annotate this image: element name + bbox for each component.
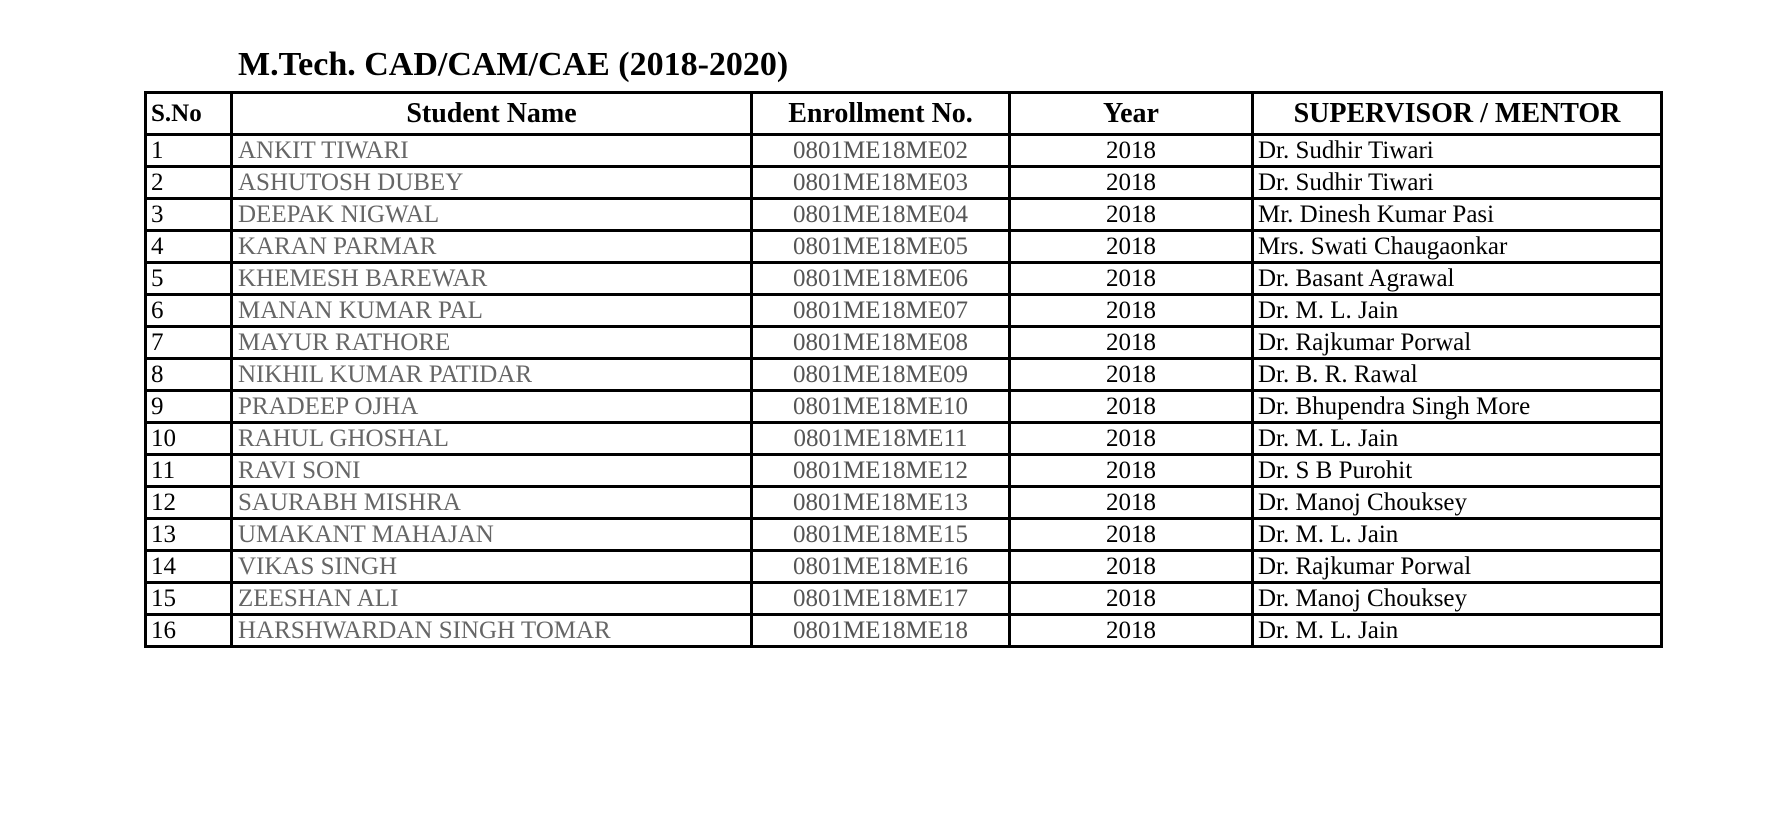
cell-supervisor: Dr. B. R. Rawal <box>1253 359 1662 391</box>
cell-student-name: DEEPAK NIGWAL <box>232 199 752 231</box>
header-row <box>146 93 1662 135</box>
table-row <box>146 519 1662 551</box>
cell-supervisor: Dr. M. L. Jain <box>1253 519 1662 551</box>
cell-student-name: MAYUR RATHORE <box>232 327 752 359</box>
student-table <box>144 91 1663 648</box>
cell-supervisor: Dr. Manoj Chouksey <box>1253 487 1662 519</box>
cell-year: 2018 <box>1010 455 1253 487</box>
table-row <box>146 199 1662 231</box>
cell-enrollment-no: 0801ME18ME06 <box>752 263 1010 295</box>
cell-student-name: ANKIT TIWARI <box>232 135 752 167</box>
cell-supervisor: Dr. Manoj Chouksey <box>1253 583 1662 615</box>
cell-year: 2018 <box>1010 519 1253 551</box>
cell-supervisor: Dr. Sudhir Tiwari <box>1253 135 1662 167</box>
cell-enrollment-no: 0801ME18ME09 <box>752 359 1010 391</box>
cell-supervisor: Mrs. Swati Chaugaonkar <box>1253 231 1662 263</box>
cell-year: 2018 <box>1010 423 1253 455</box>
cell-supervisor: Dr. M. L. Jain <box>1253 423 1662 455</box>
cell-sno: 16 <box>146 615 232 647</box>
cell-enrollment-no: 0801ME18ME16 <box>752 551 1010 583</box>
cell-student-name: ZEESHAN ALI <box>232 583 752 615</box>
cell-student-name: KHEMESH BAREWAR <box>232 263 752 295</box>
cell-student-name: SAURABH MISHRA <box>232 487 752 519</box>
cell-student-name: KARAN PARMAR <box>232 231 752 263</box>
cell-year: 2018 <box>1010 231 1253 263</box>
cell-year: 2018 <box>1010 551 1253 583</box>
cell-enrollment-no: 0801ME18ME15 <box>752 519 1010 551</box>
cell-year: 2018 <box>1010 391 1253 423</box>
cell-student-name: RAVI SONI <box>232 455 752 487</box>
cell-enrollment-no: 0801ME18ME08 <box>752 327 1010 359</box>
cell-enrollment-no: 0801ME18ME10 <box>752 391 1010 423</box>
cell-sno: 7 <box>146 327 232 359</box>
cell-supervisor: Mr. Dinesh Kumar Pasi <box>1253 199 1662 231</box>
cell-sno: 10 <box>146 423 232 455</box>
table-row <box>146 167 1662 199</box>
cell-year: 2018 <box>1010 135 1253 167</box>
header-student-name: Student Name <box>232 93 752 135</box>
cell-year: 2018 <box>1010 487 1253 519</box>
cell-supervisor: Dr. M. L. Jain <box>1253 615 1662 647</box>
cell-enrollment-no: 0801ME18ME17 <box>752 583 1010 615</box>
cell-enrollment-no: 0801ME18ME18 <box>752 615 1010 647</box>
cell-enrollment-no: 0801ME18ME07 <box>752 295 1010 327</box>
table-body <box>146 135 1662 647</box>
cell-supervisor: Dr. Rajkumar Porwal <box>1253 327 1662 359</box>
table-header <box>146 93 1662 135</box>
cell-enrollment-no: 0801ME18ME02 <box>752 135 1010 167</box>
cell-student-name: ASHUTOSH DUBEY <box>232 167 752 199</box>
cell-year: 2018 <box>1010 327 1253 359</box>
cell-year: 2018 <box>1010 167 1253 199</box>
header-year: Year <box>1010 93 1253 135</box>
cell-sno: 14 <box>146 551 232 583</box>
page-title: M.Tech. CAD/CAM/CAE (2018-2020) <box>238 46 789 83</box>
table-row <box>146 263 1662 295</box>
cell-sno: 5 <box>146 263 232 295</box>
cell-sno: 15 <box>146 583 232 615</box>
cell-student-name: MANAN KUMAR PAL <box>232 295 752 327</box>
cell-enrollment-no: 0801ME18ME11 <box>752 423 1010 455</box>
cell-student-name: PRADEEP OJHA <box>232 391 752 423</box>
cell-supervisor: Dr. M. L. Jain <box>1253 295 1662 327</box>
cell-supervisor: Dr. Basant Agrawal <box>1253 263 1662 295</box>
cell-sno: 2 <box>146 167 232 199</box>
cell-year: 2018 <box>1010 199 1253 231</box>
header-enrollment-no: Enrollment No. <box>752 93 1010 135</box>
header-supervisor-mentor: SUPERVISOR / MENTOR <box>1253 93 1662 135</box>
cell-supervisor: Dr. Rajkumar Porwal <box>1253 551 1662 583</box>
cell-student-name: NIKHIL KUMAR PATIDAR <box>232 359 752 391</box>
table-row <box>146 135 1662 167</box>
table-row <box>146 391 1662 423</box>
table-row <box>146 231 1662 263</box>
table-row <box>146 423 1662 455</box>
cell-year: 2018 <box>1010 359 1253 391</box>
table-row <box>146 295 1662 327</box>
table-row <box>146 327 1662 359</box>
cell-supervisor: Dr. Bhupendra Singh More <box>1253 391 1662 423</box>
table-row <box>146 615 1662 647</box>
cell-enrollment-no: 0801ME18ME03 <box>752 167 1010 199</box>
cell-supervisor: Dr. Sudhir Tiwari <box>1253 167 1662 199</box>
cell-enrollment-no: 0801ME18ME12 <box>752 455 1010 487</box>
cell-sno: 1 <box>146 135 232 167</box>
header-sno: S.No <box>146 93 232 135</box>
cell-enrollment-no: 0801ME18ME05 <box>752 231 1010 263</box>
cell-sno: 11 <box>146 455 232 487</box>
table-row <box>146 583 1662 615</box>
table-row <box>146 551 1662 583</box>
cell-enrollment-no: 0801ME18ME13 <box>752 487 1010 519</box>
cell-sno: 12 <box>146 487 232 519</box>
table-row <box>146 359 1662 391</box>
cell-student-name: RAHUL GHOSHAL <box>232 423 752 455</box>
cell-student-name: UMAKANT MAHAJAN <box>232 519 752 551</box>
cell-year: 2018 <box>1010 263 1253 295</box>
cell-year: 2018 <box>1010 295 1253 327</box>
cell-sno: 8 <box>146 359 232 391</box>
cell-student-name: VIKAS SINGH <box>232 551 752 583</box>
cell-year: 2018 <box>1010 615 1253 647</box>
cell-sno: 3 <box>146 199 232 231</box>
cell-sno: 13 <box>146 519 232 551</box>
cell-sno: 4 <box>146 231 232 263</box>
cell-sno: 9 <box>146 391 232 423</box>
cell-student-name: HARSHWARDAN SINGH TOMAR <box>232 615 752 647</box>
table-row <box>146 455 1662 487</box>
cell-year: 2018 <box>1010 583 1253 615</box>
cell-sno: 6 <box>146 295 232 327</box>
table-row <box>146 487 1662 519</box>
cell-enrollment-no: 0801ME18ME04 <box>752 199 1010 231</box>
cell-supervisor: Dr. S B Purohit <box>1253 455 1662 487</box>
